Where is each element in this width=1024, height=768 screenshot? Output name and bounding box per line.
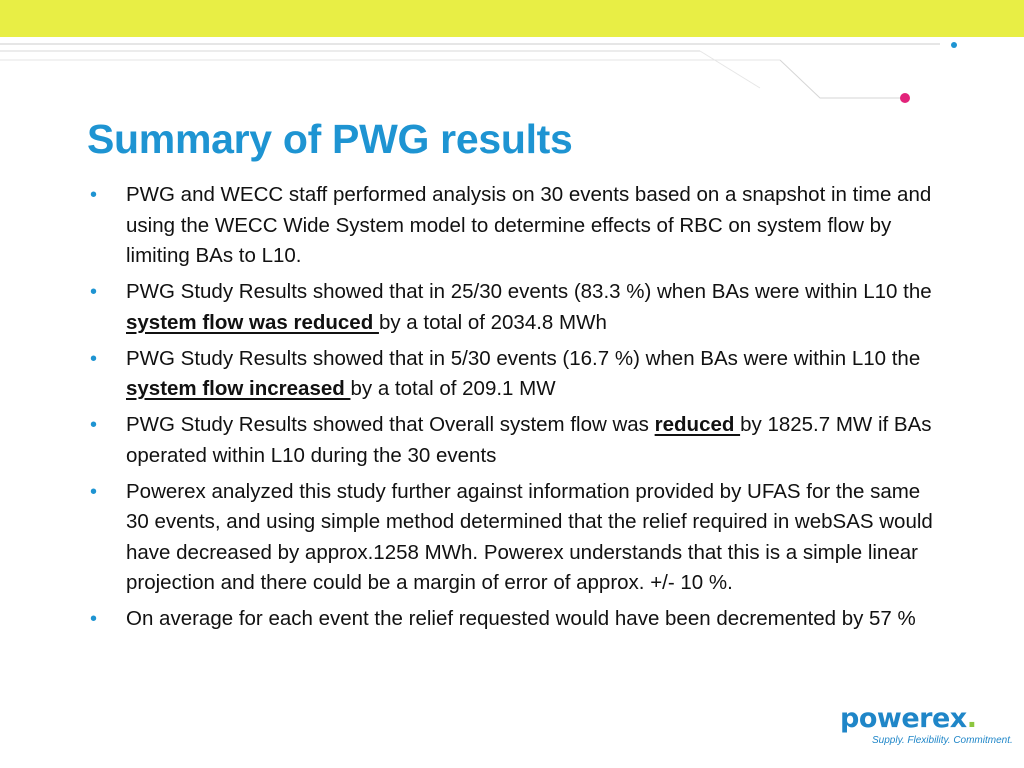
bullet-item — [90, 180, 940, 272]
bullet-text: PWG and WECC staff performed analysis on 30 events based on a snapshot in time and using the WECC Wide System model to determine effects of RBC on system flow by limiting BAs to L10. — [126, 183, 932, 267]
slide-title: Summary of PWG results — [87, 116, 573, 162]
bullet-list — [90, 180, 940, 640]
pink-dot-accent — [900, 93, 910, 103]
bullet-text: PWG Study Results showed that in 5/30 events (16.7 %) when BAs were within L10 the — [126, 346, 921, 370]
bullet-text: by a total of 209.1 MW — [350, 377, 556, 400]
bullet-item — [90, 410, 940, 471]
bullet-text: PWG Study Results showed that Overall system flow was — [126, 413, 655, 436]
bullet-text: PWG Study Results showed that in 25/30 events (83.3 %) when BAs were within L10 the — [126, 280, 932, 303]
bullet-marker: • — [90, 414, 98, 436]
emphasized-text: system flow increased — [126, 377, 351, 400]
bullet-marker: • — [90, 347, 98, 370]
blue-dot-accent — [951, 42, 957, 48]
logo-wordmark: powerex. — [840, 703, 977, 734]
logo-tagline: Supply. Flexibility. Commitment. — [872, 735, 1013, 746]
bullet-marker: • — [90, 281, 98, 303]
bullet-text: by 1825.7 MW if BAs operated within L10 during the 30 events — [126, 413, 932, 467]
emphasized-text: system flow was reduced — [126, 310, 379, 334]
bullet-text: Powerex analyzed this study further against information provided by UFAS for the same 30 events, and using simple method determined that the relief required in webSAS would have decreased by approx.1258 MWh. Powerex understands that this is a simple linear projection and there could be a margin of error of approx. +/- 10 %. — [126, 479, 933, 594]
bullet-text: On average for each event the relief requested would have been decremented by 57 % — [126, 607, 916, 630]
bullet-marker: • — [90, 480, 98, 503]
powerex-logo — [840, 703, 1013, 746]
bullet-item — [90, 277, 940, 338]
bullet-item — [90, 477, 940, 599]
emphasized-text: reduced — [654, 413, 741, 436]
bullet-text: by a total of 2034.8 MWh — [378, 310, 607, 334]
decorative-lines — [0, 37, 1024, 117]
bullet-item — [90, 344, 940, 405]
bullet-marker: • — [90, 608, 98, 630]
top-color-band — [0, 0, 1024, 37]
bullet-marker: • — [90, 184, 98, 206]
bullet-item — [90, 604, 940, 635]
